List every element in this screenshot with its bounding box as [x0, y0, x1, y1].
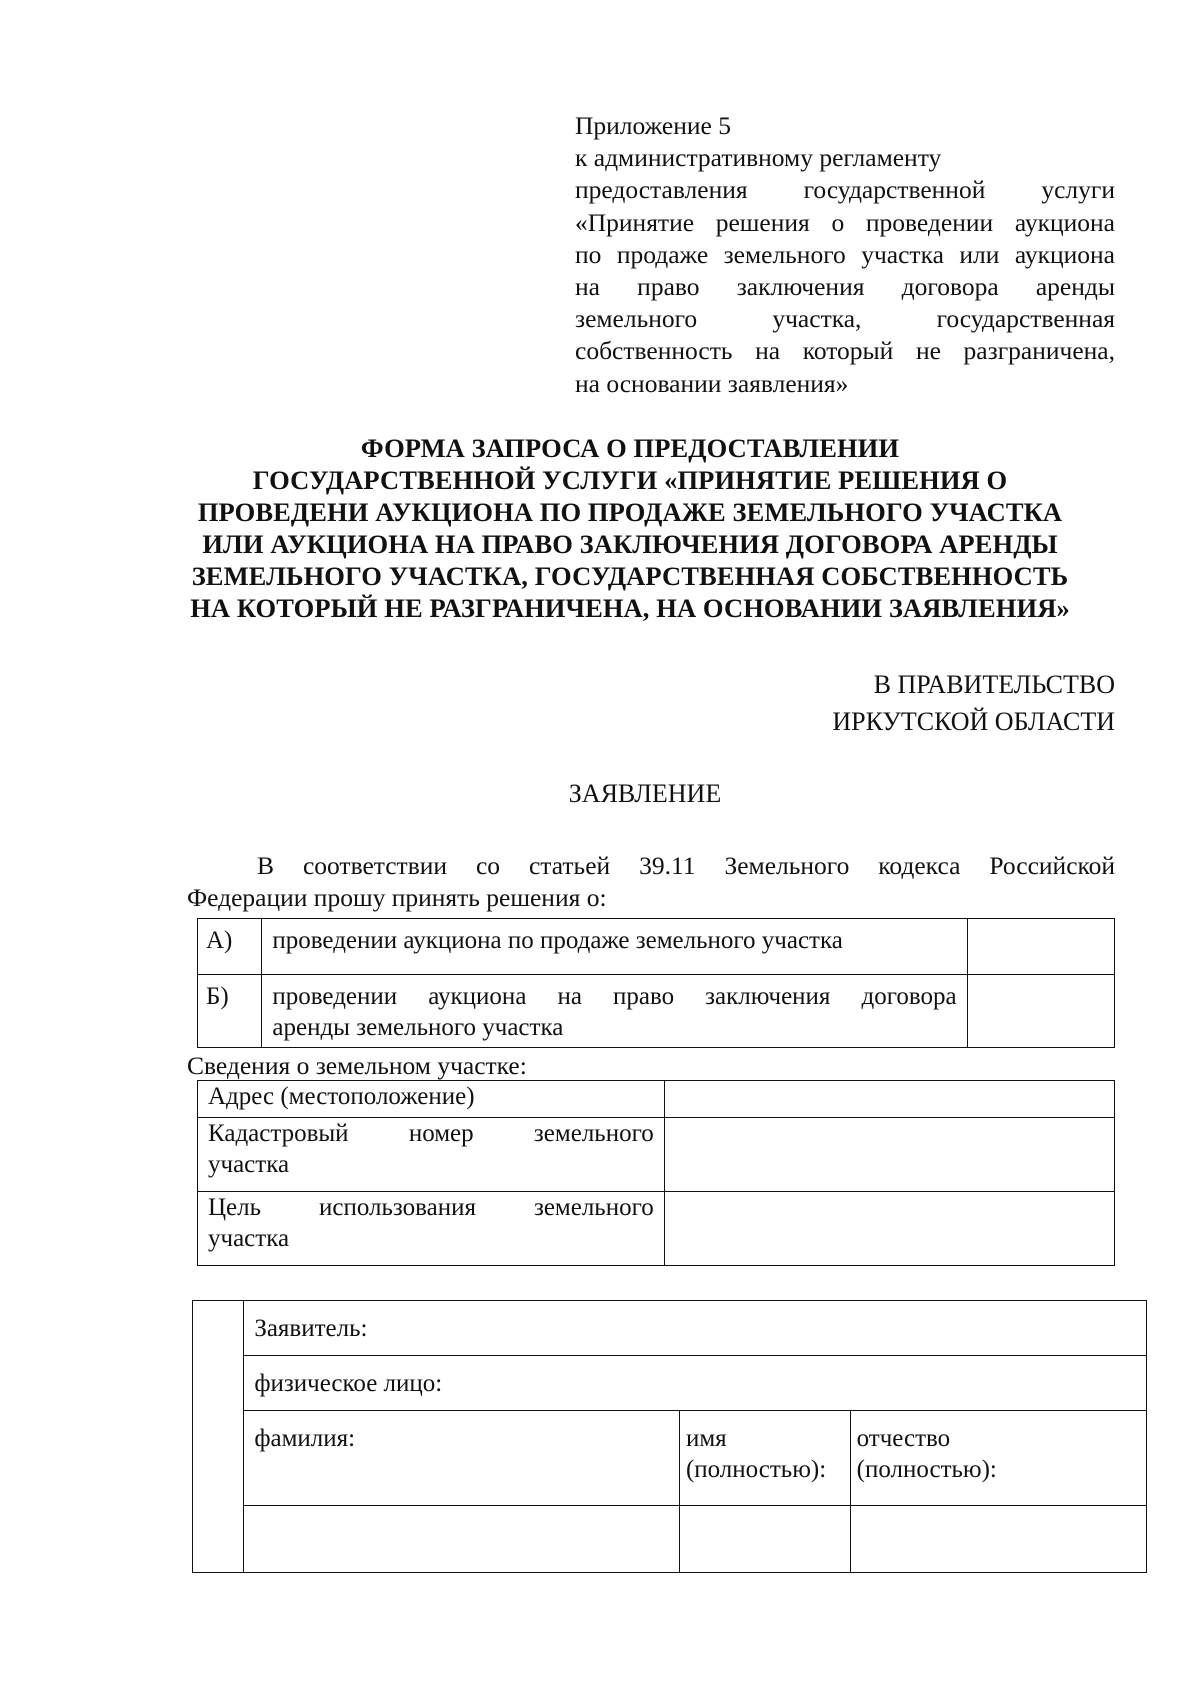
individual-label: физическое лицо: [244, 1356, 1147, 1411]
parcel-cadastral-value[interactable] [664, 1118, 1114, 1192]
option-letter: Б) [198, 975, 262, 1048]
form-title-line: ИЛИ АУКЦИОНА НА ПРАВО ЗАКЛЮЧЕНИЯ ДОГОВОРА АРЕНДЫ [202, 529, 1058, 559]
addressee [615, 666, 1115, 740]
option-row-a [198, 919, 1115, 975]
appendix-line: земельного участка, государственная [575, 304, 1115, 334]
option-row-b [198, 975, 1115, 1048]
parcel-heading: Сведения о земельном участке: [187, 1051, 527, 1080]
form-title-line: ЗЕМЕЛЬНОГО УЧАСТКА, ГОСУДАРСТВЕННАЯ СОБСТВЕННОСТЬ [191, 561, 1069, 591]
parcel-label-line: Кадастровый номер земельного [208, 1120, 654, 1147]
parcel-label [198, 1081, 665, 1118]
individual-row [193, 1356, 1147, 1411]
form-title-line: ГОСУДАРСТВЕННОЙ УСЛУГИ «ПРИНЯТИЕ РЕШЕНИЯ О [252, 465, 1008, 495]
option-mark-cell-a[interactable] [967, 919, 1114, 975]
form-title-line: ПРОВЕДЕНИ АУКЦИОНА ПО ПРОДАЖЕ ЗЕМЕЛЬНОГО УЧАСТКА [197, 497, 1063, 527]
appendix-line: к административному регламенту [575, 143, 942, 173]
intro-line: Федерации прошу принять решения о: [187, 883, 607, 912]
applicant-label: Заявитель: [244, 1301, 1147, 1356]
addressee-line: В ПРАВИТЕЛЬСТВО [873, 670, 1115, 699]
first-name-label [679, 1411, 850, 1506]
decision-options-table [197, 918, 1115, 1048]
applicant-gutter [193, 1301, 244, 1573]
appendix-line: предоставления государственной услуги [575, 175, 1115, 205]
option-text-line: аренды земельного участка [272, 1014, 564, 1041]
first-name-label-line: (полностью): [685, 1456, 827, 1483]
name-labels-row [193, 1411, 1147, 1506]
parcel-row-address [198, 1081, 1115, 1118]
form-title-line: ФОРМА ЗАПРОСА О ПРЕДОСТАВЛЕНИИ [360, 433, 900, 463]
addressee-line: ИРКУТСКОЙ ОБЛАСТИ [832, 707, 1115, 736]
appendix-line: по продаже земельного участка или аукциона [575, 239, 1115, 269]
appendix-line: «Принятие решения о проведении аукциона [575, 207, 1115, 237]
parcel-label [198, 1118, 665, 1192]
option-text-line: проведении аукциона на право заключения договора [272, 983, 957, 1010]
appendix-line: собственность на который не разграничена, [575, 336, 1115, 366]
intro-line: В соответствии со статьей 39.11 Земельного кодекса Российской [257, 851, 1115, 880]
option-letter: А) [198, 919, 262, 975]
patronymic-value[interactable] [850, 1506, 1146, 1573]
first-name-label-line: имя [685, 1425, 727, 1452]
appendix-header [575, 110, 1115, 400]
intro-paragraph [187, 850, 1115, 914]
option-mark-cell-b[interactable] [967, 975, 1114, 1048]
parcel-label-line: участка [208, 1225, 290, 1252]
parcel-row-cadastral [198, 1118, 1115, 1192]
option-text [262, 919, 967, 975]
parcel-info-table [197, 1080, 1115, 1266]
parcel-label [198, 1192, 665, 1266]
appendix-line: Приложение 5 [575, 111, 731, 140]
form-title-line: НА КОТОРЫЙ НЕ РАЗГРАНИЧЕНА, НА ОСНОВАНИИ ЗАЯВЛЕНИЯ» [190, 593, 1070, 623]
parcel-purpose-value[interactable] [664, 1192, 1114, 1266]
option-text [262, 975, 967, 1048]
surname-value[interactable] [244, 1506, 680, 1573]
parcel-label-line: Цель использования земельного [208, 1194, 654, 1221]
parcel-row-purpose [198, 1192, 1115, 1266]
statement-title: ЗАЯВЛЕНИЕ [568, 779, 722, 808]
option-text-line: проведении аукциона по продаже земельного участка [272, 927, 843, 954]
applicant-table [192, 1300, 1147, 1573]
first-name-value[interactable] [679, 1506, 850, 1573]
name-values-row [193, 1506, 1147, 1573]
patronymic-label-line: отчество [856, 1425, 951, 1452]
surname-label: фамилия: [244, 1411, 680, 1506]
parcel-label-line: участка [208, 1151, 290, 1178]
applicant-row [193, 1301, 1147, 1356]
appendix-line: на право заключения договора аренды [575, 272, 1115, 302]
parcel-address-value[interactable] [664, 1081, 1114, 1118]
parcel-label-line: Адрес (местоположение) [208, 1083, 475, 1110]
appendix-line: на основании заявления» [575, 368, 849, 398]
patronymic-label [850, 1411, 1146, 1506]
form-title [150, 432, 1110, 624]
patronymic-label-line: (полностью): [856, 1456, 997, 1483]
